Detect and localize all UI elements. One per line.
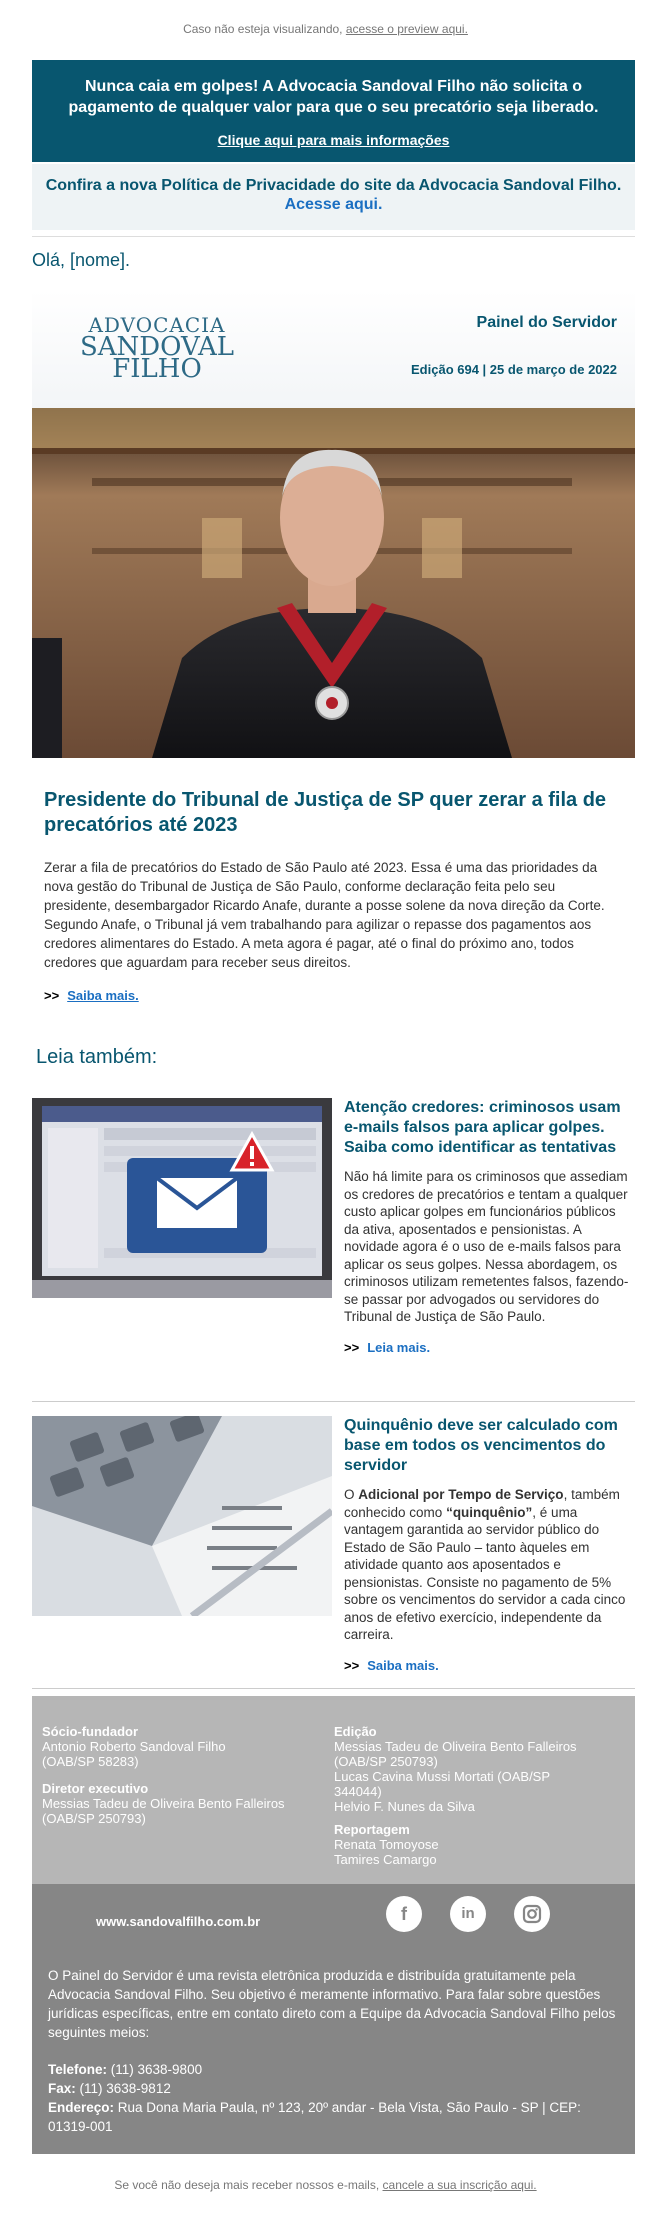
divider [32,236,635,237]
unsubscribe-link[interactable]: cancele a sua inscrição aqui. [382,2178,537,2192]
laptop-email-illustration [32,1098,332,1298]
article-more-link[interactable]: Saiba mais. [367,1657,439,1673]
address-text: Rua Dona Maria Paula, nº 123, 20º andar - Bela Vista, São Paulo - SP | CEP: 01319-001 [48,2100,581,2134]
credits-left-column [42,1724,322,1826]
article-body-bold: Adicional por Tempo de Serviço [358,1487,564,1502]
article-title[interactable]: Quinquênio deve ser calculado com base em todos os vencimentos do servidor [344,1417,618,1474]
fax-line [48,2079,618,2098]
privacy-text: Confira a nova Política de Privacidade do site da Advocacia Sandoval Filho. [45,177,622,194]
editor-oab: (OAB/SP 250793) [334,1754,438,1769]
article-thumbnail[interactable] [32,1416,332,1616]
arrow-glyph: >> [44,988,60,1003]
credits-section [32,1696,635,1884]
footer [32,1884,635,2154]
article-body-part: O [344,1487,359,1502]
article-body-part: , também conhecido como [344,1487,620,1520]
preheader-text: Caso não esteja visualizando, [183,22,346,36]
article-card [32,1416,635,1673]
arrow-glyph: >> [344,1339,360,1355]
founder-role: Sócio-fundador [42,1724,139,1739]
article-more-link[interactable]: Leia mais. [367,1339,431,1355]
article-body-part: , é uma vantagem garantida ao servidor público do Estado de São Paulo – tanto àqueles em atividade quanto aos aposentados e pensionistas. Consiste no pagamento de 5% sobre os vencimentos do servidor a cada cinco anos de efetivo exercício, independente da carreira. [344,1504,626,1642]
reporter-name: Renata Tomoyose [334,1837,439,1852]
logo-line-3: FILHO [112,354,202,384]
editor-oab: 344044) [334,1784,382,1799]
calculator-illustration [32,1416,332,1616]
editor-name: Lucas Cavina Mussi Mortati (OAB/SP [334,1769,551,1784]
publication-title: Painel do Servidor [476,314,617,331]
privacy-banner [32,164,635,230]
sandoval-logo [72,313,242,384]
article-text [344,1098,634,1355]
main-article-title[interactable]: Presidente do Tribunal de Justiça de SP quer zerar a fila de precatórios até 2023 [44,789,607,836]
instagram-glyph [514,1896,550,1932]
edition-role: Edição [334,1724,377,1739]
privacy-link[interactable]: Acesse aqui. [284,196,383,213]
scam-alert-text: Nunca caia em golpes! A Advocacia Sandoval Filho não solicita o pagamento de qualquer valor para que o seu precatório seja liberado. [68,78,599,116]
article-body-bold: “quinquênio” [446,1504,533,1520]
footer-about: O Painel do Servidor é uma revista eletrônica produzida e distribuída gratuitamente pela Advocacia Sandoval Filho. Seu objetivo é meramente informativo. Para falar sobre questões jurídicas específicas, entre em contato direto com a Equipe da Advocacia Sandoval Filho pelos seguintes meios: [48,1968,616,2040]
arrow-glyph: >> [344,1657,360,1673]
article-thumbnail[interactable] [32,1098,332,1298]
phone-line [48,2060,618,2079]
facebook-icon[interactable]: f [386,1896,422,1932]
article-card [32,1098,635,1368]
address-line [48,2098,618,2136]
reporter-name: Tamires Camargo [334,1852,437,1867]
article-text [344,1416,634,1673]
director-role: Diretor executivo [42,1781,149,1796]
fax-label: Fax: [48,2081,76,2096]
hero-photo-illustration [32,408,635,758]
main-article-more-link[interactable]: Saiba mais. [67,988,139,1003]
founder-name: Antonio Roberto Sandoval Filho [42,1739,226,1754]
greeting: Olá, [nome]. [32,250,131,270]
phone-number[interactable]: (11) 3638-9800 [107,2062,203,2077]
read-also-heading: Leia também: [36,1046,158,1068]
website-link[interactable]: www.sandovalfilho.com.br [96,1914,261,1929]
unsubscribe-line [0,2178,651,2192]
director-name: Messias Tadeu de Oliveira Bento Falleiros [42,1796,285,1811]
preheader [0,22,651,36]
article-title[interactable]: Atenção credores: criminosos usam e-mails falsos para aplicar golpes. Saiba como identificar as tentativas [344,1099,621,1156]
article-body: Não há limite para os criminosos que assediam os credores de precatórios e tentam a qualquer custo aplicar golpes em funcionários públicos da ativa, aposentados e pensionistas. A novidade agora é o uso de e-mails falsos para aplicar os seus golpes. Nessa abordagem, os criminosos utilizam remetentes falsos, fazendo-se passar por advogados ou servidores do Tribunal de Justiça de São Paulo. [344,1169,629,1324]
scam-alert-link[interactable]: Clique aqui para mais informações [217,132,450,148]
unsubscribe-text: Se você não deseja mais receber nossos e-mails, [114,2178,383,2192]
article-more [344,1340,634,1355]
logo-line-2: SANDOVAL [79,332,235,362]
preview-link[interactable]: acesse o preview aqui. [345,22,468,36]
fax-number: (11) 3638-9812 [75,2081,171,2096]
footer-contact [48,2060,618,2136]
founder-oab: (OAB/SP 58283) [42,1754,139,1769]
credits-right-column [334,1724,614,1867]
reporting-role: Reportagem [334,1822,410,1837]
logo-line-1: ADVOCACIA [88,313,226,337]
address-label: Endereço: [48,2100,115,2115]
main-article-more [44,988,647,1003]
divider [32,1401,635,1402]
main-article-body: Zerar a fila de precatórios do Estado de São Paulo até 2023. Essa é uma das prioridades da nova gestão do Tribunal de Justiça de São Paulo, conforme declaração feita pelo seu presidente, desembargador Ricardo Anafe, durante a posse solene da nova direção da Corte. Segundo Anafe, o Tribunal já vem trabalhando para agilizar o repasse dos pagamentos aos credores alimentares do Estado. A meta agora é pagar, até o final do próximo ano, todos credores que aguardam para receber seus direitos. [44,860,605,970]
editor-name: Messias Tadeu de Oliveira Bento Falleiros [334,1739,577,1754]
phone-label: Telefone: [48,2062,108,2077]
article-more [344,1658,634,1673]
edition-info: Edição 694 | 25 de março de 2022 [411,362,617,377]
article-body [344,1486,634,1644]
director-oab: (OAB/SP 250793) [42,1811,146,1826]
hero-image[interactable] [32,408,635,758]
divider [32,1688,635,1689]
scam-alert-banner [32,60,635,162]
editor-name: Helvio F. Nunes da Silva [334,1799,475,1814]
instagram-icon[interactable] [514,1896,550,1932]
newsletter-header [32,290,635,408]
linkedin-icon[interactable]: in [450,1896,486,1932]
